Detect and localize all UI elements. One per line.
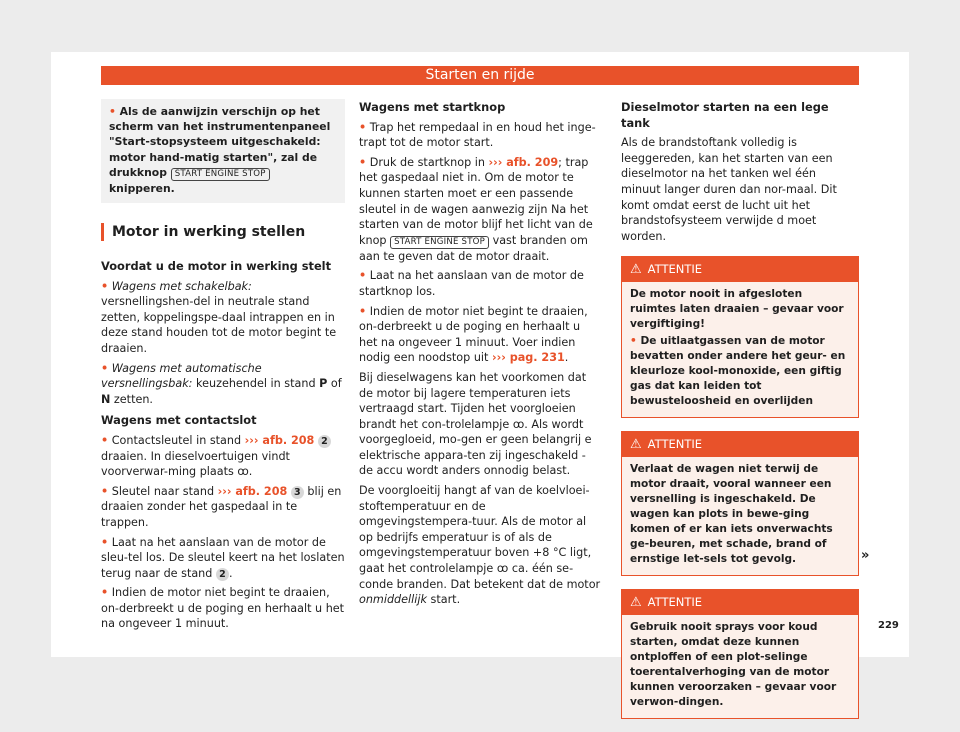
paragraph [359, 483, 601, 608]
item-text: Sleutel naar stand [111, 484, 218, 498]
bullet-icon: • [101, 586, 109, 600]
item-text: Contactsleutel in stand [111, 433, 245, 447]
attention-text: De uitlaatgassen van de motor bevatten onder andere het geur- en kleurloze kool-monoxide, een giftig gas dat kan leiden tot bewusteloosheid en overlijden [630, 335, 846, 408]
info-note [101, 99, 345, 203]
paragraph-text: ca. één se-conde branden. Dat betekent dat de motor [359, 562, 601, 591]
item-text: keuzehendel in stand [192, 377, 320, 391]
list-item [101, 535, 345, 582]
column-1 [101, 99, 345, 636]
gear-n: N [101, 392, 111, 406]
warning-icon: ⚠ [630, 262, 642, 278]
paragraph-text: De voorgloeitij hangt af van de koelvloei-stoftemperatuur en de omgevingstempera-tuur. Als de motor al op bedrijfs emperatuur is of als de omgevingstemperatuur boven +8 °C ligt, gaat het controlelampje [359, 484, 592, 576]
emphasis: onmiddellijk [359, 593, 427, 607]
attention-header [622, 590, 858, 615]
bullet-icon: • [359, 120, 367, 134]
glow-plug-icon: ꝏ [512, 417, 525, 431]
attention-header [622, 432, 858, 457]
warning-icon: ⚠ [630, 595, 642, 611]
figure-link[interactable]: ››› afb. 208 [244, 433, 315, 447]
startknop-heading: Wagens met startknop [359, 100, 506, 114]
attention-body [622, 615, 858, 718]
list-item [359, 268, 601, 299]
continue-marker: » [861, 548, 870, 563]
attention-item [630, 334, 850, 409]
item-text: Druk de startknop in [369, 155, 489, 169]
column-3 [621, 100, 859, 732]
attention-text: Gebruik nooit sprays voor koud starten, omdat deze kunnen ontploffen of een plot-selinge toerentalverhoging van de motor kunnen veroorzaken – gevaar voor verwon-dingen. [630, 621, 837, 709]
item-text: Indien de motor niet begint te draaien, on-derbreekt u de poging en herhaalt u het na ongeveer 1 minuut. [101, 586, 345, 631]
bullet-icon: • [359, 155, 367, 169]
paragraph: Als de brandstoftank volledig is leeggereden, kan het starten van een dieselmotor na het tanken wel één minuut langer duren dan nor-maal. Dit komt omdat eerst de lucht uit het brandstofsysteem verwijde d moet worden. [621, 136, 837, 243]
attention-text: Verlaat de wagen niet terwij de motor draait, vooral wanneer een versnelling is ingeschakeld. De wagen kan plots in bewe-ging komen of er kan iets onverwachts ge-beuren, met schade, brand of ernstige let-sels tot gevolg. [630, 463, 833, 566]
start-engine-stop-key: START ENGINE STOP [171, 168, 270, 181]
list-item [101, 484, 345, 531]
item-text: Laat na het aanslaan van de motor de sleu-tel los. De sleutel keert na het loslaten terug naar de stand [101, 535, 345, 580]
glow-plug-icon: ꝏ [496, 562, 509, 576]
page-link[interactable]: ››› pag. 231 [491, 351, 565, 365]
item-text: vast branden om aan te geven dat de motor draait. [359, 233, 588, 263]
attention-label: ATTENTIE [647, 437, 703, 452]
bullet-icon: • [101, 433, 109, 447]
list-item [359, 155, 601, 265]
note-text: Als de aanwijzin verschijn op het scherm van het instrumentenpaneel "Start-stopsysteem uitgeschakeld: motor hand-matig starten", zal de drukknop [109, 105, 331, 179]
contact-heading: Wagens met contactslot [101, 413, 257, 428]
paragraph-text: . Als wordt voorgegloeid, mo-gen er geen belangrij e elektrische appara-ten zij ingeschakeld - de accu wordt anders onnodig belast. [359, 417, 592, 478]
warning-icon: ⚠ [630, 437, 642, 453]
attention-label: ATTENTIE [647, 262, 703, 277]
list-item [101, 433, 345, 480]
glow-plug-icon: ꝏ [237, 465, 249, 479]
attention-body [622, 282, 858, 417]
attention-header [622, 257, 858, 282]
list-item [359, 304, 601, 366]
list-item [101, 279, 345, 357]
attention-body [622, 457, 858, 575]
bullet-icon: • [359, 269, 367, 283]
bullet-icon: • [630, 335, 637, 348]
list-item [101, 585, 345, 632]
attention-label: ATTENTIE [647, 595, 703, 610]
item-text: Trap het rempedaal in en houd het inge-trapt tot de motor start. [359, 120, 596, 150]
attention-box [621, 431, 859, 576]
page-header: Starten en rijde [101, 66, 859, 85]
attention-box [621, 589, 859, 719]
item-text: . [248, 465, 253, 479]
item-text: versnellingshen-del in neutrale stand zetten, koppelingspe-daal intrappen en in deze stand houden tot de motor begint te draaien. [101, 295, 337, 355]
item-text: draaien. In dieselvoertuigen vindt voorverwar-ming plaats [101, 449, 290, 479]
position-number: 2 [216, 568, 229, 581]
item-text: ; trap het gaspedaal niet in. Om de motor te kunnen starten moet er een passende sleutel in de wagen aanwezig zijn Na het starten van de motor blijf het licht van de knop [359, 155, 593, 247]
attention-box [621, 256, 859, 418]
list-item [359, 120, 601, 151]
column-2 [359, 100, 601, 612]
paragraph-text: start. [426, 593, 461, 607]
item-label: Wagens met schakelbak: [111, 279, 252, 293]
paragraph [359, 370, 601, 479]
item-text: Indien de motor niet begint te draaien, on-derbreekt u de poging en herhaalt u het na ongeveer 1 minuut. Voer indien nodig een noodstop uit [359, 304, 588, 365]
intro-heading: Voordat u de motor in werking stelt [101, 259, 332, 274]
figure-link[interactable]: ››› afb. 208 [217, 484, 288, 498]
bullet-icon: • [109, 105, 116, 118]
attention-text: De motor nooit in afgesloten ruimtes laten draaien – gevaar voor vergiftiging! [630, 288, 844, 331]
position-number: 2 [318, 435, 331, 448]
item-text: . [564, 351, 569, 365]
bullet-icon: • [101, 279, 109, 293]
item-text: . [228, 566, 233, 580]
bullet-icon: • [101, 484, 109, 498]
figure-link[interactable]: ››› afb. 209 [488, 155, 559, 169]
item-label: Wagens met automatische versnellingsbak: [101, 361, 262, 391]
item-text: blij en draaien zonder het gaspedaal in te trappen. [101, 484, 342, 529]
section-title: Motor in werking stellen [101, 223, 345, 241]
position-number: 3 [291, 486, 304, 499]
page-number: 229 [878, 620, 899, 631]
item-text: Laat na het aanslaan van de motor de startknop los. [359, 269, 584, 298]
item-text: of [327, 377, 342, 391]
bullet-icon: • [101, 361, 109, 375]
bullet-icon: • [101, 535, 109, 549]
diesel-heading: Dieselmotor starten na een lege tank [621, 100, 829, 130]
start-engine-stop-key: START ENGINE STOP [390, 236, 489, 249]
note-text-end: knipperen. [109, 181, 175, 195]
gear-p: P [319, 377, 328, 391]
list-item [101, 361, 345, 408]
bullet-icon: • [359, 304, 367, 318]
item-text: zetten. [110, 392, 153, 406]
paragraph-text: Bij dieselwagens kan het voorkomen dat de motor bij lagere temperaturen iets vertraagd start. Tijden het voorgloeien brandt het con-trolelampje [359, 370, 587, 431]
